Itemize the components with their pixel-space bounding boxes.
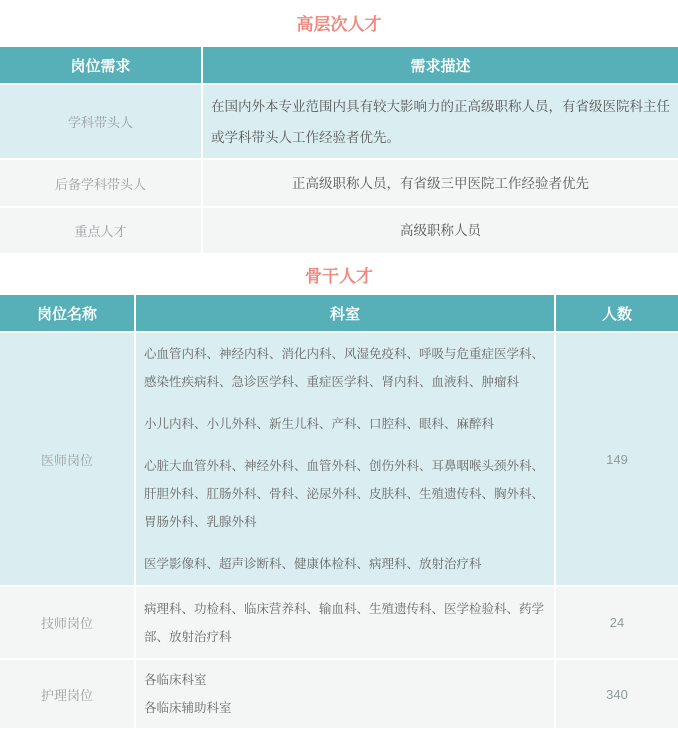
position-label: 护理岗位 bbox=[0, 660, 136, 730]
section-title-high-level-talent: 高层次人才 bbox=[296, 15, 382, 34]
table-row bbox=[0, 160, 678, 208]
department-list bbox=[136, 660, 556, 730]
backbone-talent-table bbox=[0, 295, 678, 730]
position-label: 技师岗位 bbox=[0, 587, 136, 660]
table-row bbox=[0, 333, 678, 587]
department-list bbox=[136, 333, 556, 587]
department-group: 各临床辅助科室 bbox=[144, 701, 232, 715]
department-group: 小儿内科、小儿外科、新生儿科、产科、口腔科、眼科、麻醉科 bbox=[144, 417, 495, 431]
table-row bbox=[0, 587, 678, 660]
department-group: 病理科、功检科、临床营养科、输血科、生殖遗传科、医学检验科、药学部、放射治疗科 bbox=[144, 601, 545, 644]
headcount-value: 24 bbox=[556, 587, 678, 660]
header-cell-demand-description: 需求描述 bbox=[203, 47, 678, 85]
headcount-value: 340 bbox=[556, 660, 678, 730]
table-header-row bbox=[0, 295, 678, 333]
position-label: 医师岗位 bbox=[0, 333, 136, 587]
header-cell-position-demand: 岗位需求 bbox=[0, 47, 203, 85]
department-group: 心血管内科、神经内科、消化内科、风湿免疫科、呼吸与危重症医学科、感染性疾病科、急诊医学科、重症医学科、肾内科、血液科、肿瘤科 bbox=[144, 347, 545, 389]
department-group: 各临床科室 bbox=[144, 673, 207, 687]
demand-description: 在国内外本专业范围内具有较大影响力的正高级职称人员，有省级医院科主任或学科带头人工作经验者优先。 bbox=[203, 85, 678, 160]
position-label: 重点人才 bbox=[0, 208, 203, 255]
header-cell-position-name: 岗位名称 bbox=[0, 295, 136, 333]
position-label: 学科带头人 bbox=[0, 85, 203, 160]
demand-description: 高级职称人员 bbox=[203, 208, 678, 255]
table-row bbox=[0, 85, 678, 160]
department-group: 医学影像科、超声诊断科、健康体检科、病理科、放射治疗科 bbox=[144, 557, 482, 571]
high-level-talent-table bbox=[0, 47, 678, 255]
table-row bbox=[0, 208, 678, 255]
demand-description: 正高级职称人员，有省级三甲医院工作经验者优先 bbox=[203, 160, 678, 208]
table-row bbox=[0, 660, 678, 730]
header-cell-department: 科室 bbox=[136, 295, 556, 333]
header-cell-headcount: 人数 bbox=[556, 295, 678, 333]
headcount-value: 149 bbox=[556, 333, 678, 587]
table-header-row bbox=[0, 47, 678, 85]
position-label: 后备学科带头人 bbox=[0, 160, 203, 208]
section-title-backbone-talent: 骨干人才 bbox=[305, 267, 373, 286]
department-group: 心脏大血管外科、神经外科、血管外科、创伤外科、耳鼻咽喉头颈外科、肝胆外科、肛肠外科、骨科、泌尿外科、皮肤科、生殖遗传科、胸外科、胃肠外科、乳腺外科 bbox=[144, 459, 545, 529]
department-list bbox=[136, 587, 556, 660]
